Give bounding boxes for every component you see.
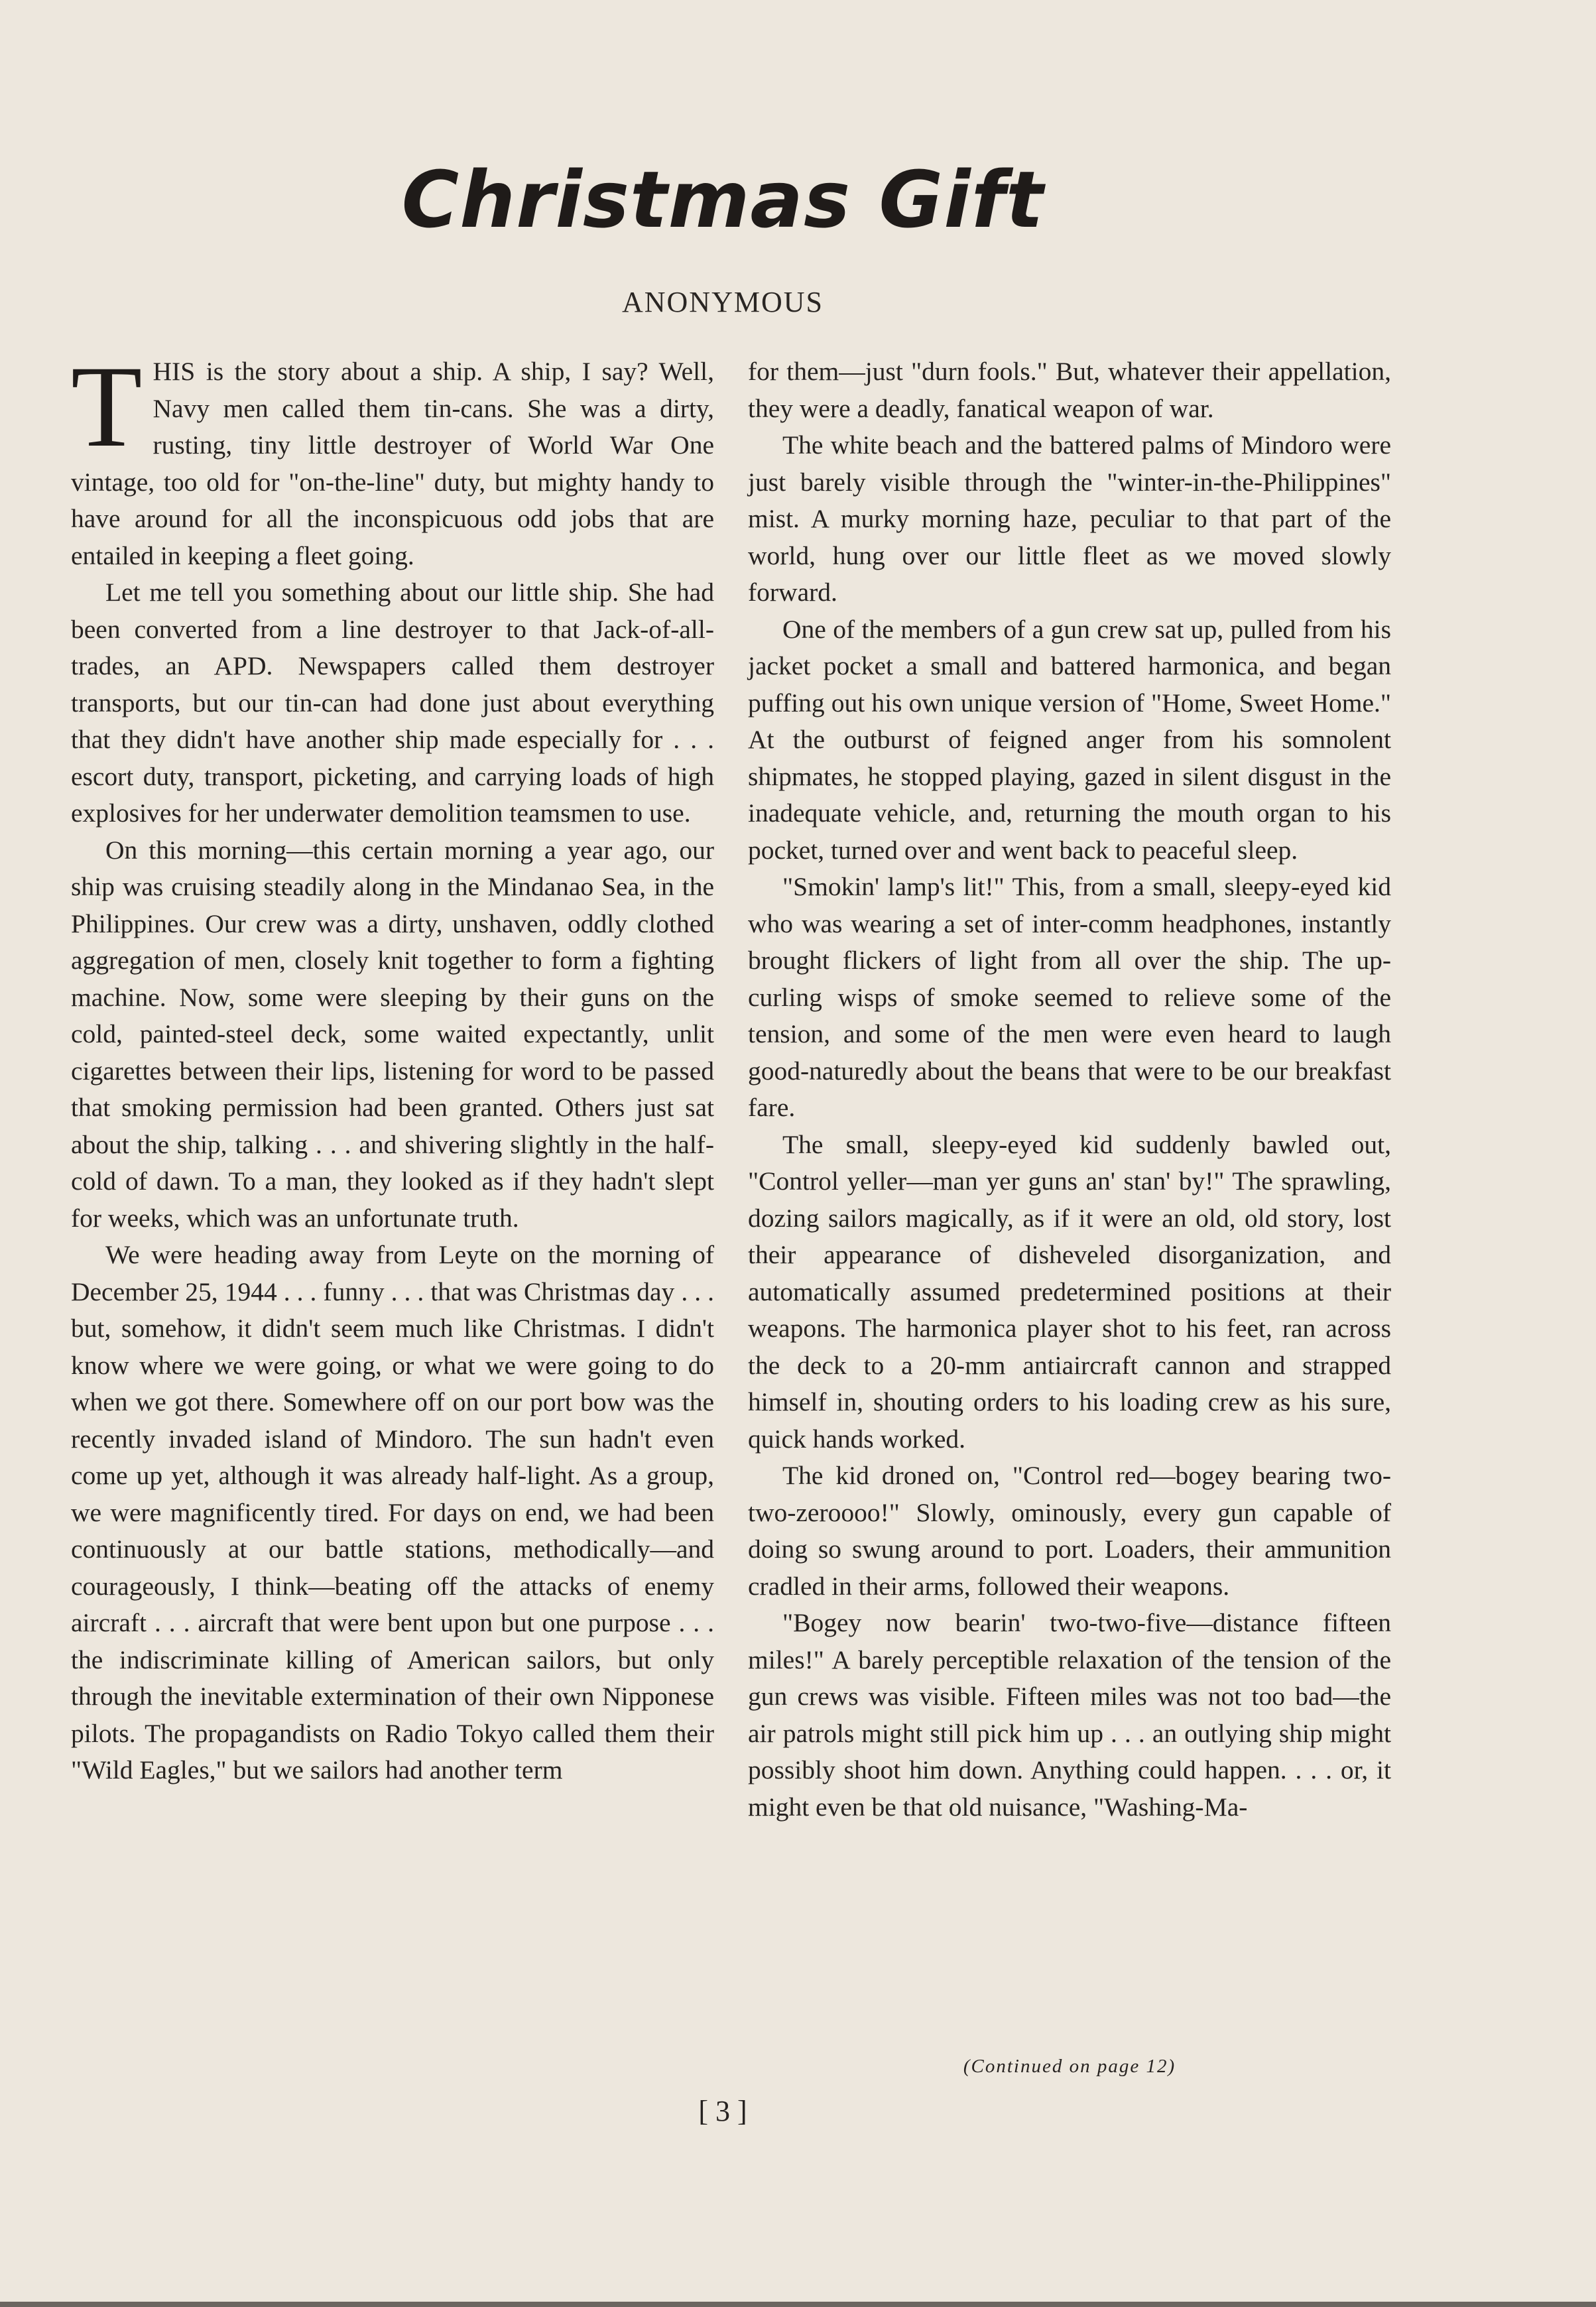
page-number: [ 3 ]: [698, 2095, 747, 2127]
page-edge-divider: [0, 2302, 1596, 2307]
paragraph: We were heading away from Leyte on the morning of December 25, 1944 . . . funny . . . that was Christmas day . . . but, somehow, it didn't seem much like Christmas. I didn't know where we were going, or what we were going to do when we got there. Somewhere off on our port bow was the recently invaded island of Mindoro. The sun hadn't even come up yet, although it was already half-light. As a group, we were magnificently tired. For days on end, we had been continuously at our battle stations, methodically—and courageously, I think—beating off the attacks of enemy aircraft . . . aircraft that were bent upon but one purpose . . . the indiscriminate killing of American sailors, but only through the inevitable extermination of their own Nipponese pilots. The propagandists on Radio Tokyo called them their "Wild Eagles," but we sailors had another term: [71, 1240, 714, 1784]
paragraph: On this morning—this certain morning a year ago, our ship was cruising steadily along in the Mindanao Sea, in the Philippines. Our crew was a dirty, unshaven, oddly clothed aggregation of men, closely knit together to form a fighting machine. Now, some were sleeping by their guns on the cold, painted-steel deck, some waited expectantly, unlit cigarettes between their lips, listening for word to be passed that smoking permission had been granted. Others just sat about the ship, talking . . . and shivering slightly in the half-cold of dawn. To a man, they looked as if they hadn't slept for weeks, which was an unfortunate truth.: [71, 835, 714, 1233]
continued-note: (Continued on page 12): [963, 2056, 1176, 2077]
paragraph-text: HIS is the story about a ship. A ship, I say? Well, Navy men called them tin-cans. She was a dirty, rusting, tiny little destroyer of World War One vintage, too old for "on-the-line" duty, but mighty handy to have around for all the inconspicuous odd jobs that are entailed in keeping a fleet going.: [71, 357, 714, 570]
article-byline: ANONYMOUS: [621, 286, 824, 318]
paragraph: The white beach and the battered palms of Mindoro were just barely visible through the "winter-in-the-Philippines" mist. A murky morning haze, peculiar to that part of the world, hung over our little fleet as we moved slowly forward.: [748, 430, 1391, 607]
paragraph: "Bogey now bearin' two-two-five—distance fifteen miles!" A barely perceptible relaxation of the tension of the gun crews was visible. Fifteen miles was not too bad—the air patrols might still pick him up . . . an outlying ship might possibly shoot him down. Anything could happen. . . . or, it might even be that old nuisance, "Washing-Ma-: [748, 1608, 1391, 1822]
paragraph: The small, sleepy-eyed kid suddenly bawled out, "Control yeller—man yer guns an' stan' by!" The sprawling, dozing sailors magically, as if it were an old, old story, lost their appearance of disheveled disorganization, and automatically assumed predetermined positions at their weapons. The harmonica player shot to his feet, ran across the deck to a 20-mm antiaircraft cannon and strapped himself in, shouting orders to his loading crew as his sure, quick hands worked.: [748, 1129, 1391, 1454]
paragraph: "Smokin' lamp's lit!" This, from a small, sleepy-eyed kid who was wearing a set of inter-comm headphones, instantly brought flickers of light from all over the ship. The up-curling wisps of smoke seemed to relieve some of the tension, and some of the men were even heard to laugh good-naturedly about the beans that were to be our breakfast fare.: [748, 872, 1391, 1122]
left-column: [71, 342, 714, 1789]
paragraph: Let me tell you something about our little ship. She had been converted from a line destroyer to that Jack-of-all-trades, an APD. Newspapers called them destroyer transports, but our tin-can had done just about everything that they didn't have another ship made especially for . . . escort duty, transport, picketing, and carrying loads of high explosives for her underwater demolition teamsmen to use.: [71, 578, 714, 828]
paragraph: for them—just "durn fools." But, whatever their appellation, they were a deadly, fanatical weapon of war.: [748, 357, 1391, 423]
article-title: Christmas Gift: [401, 154, 1044, 245]
paragraph: [71, 342, 714, 574]
paragraph: The kid droned on, "Control red—bogey bearing two-two-zeroooo!" Slowly, ominously, every gun capable of doing so swung around to port. Loaders, their ammunition cradled in their arms, followed their weapons.: [748, 1461, 1391, 1601]
right-column: [748, 353, 1391, 1826]
paragraph: One of the members of a gun crew sat up, pulled from his jacket pocket a small and battered harmonica, and began puffing out his own unique version of "Home, Sweet Home." At the outburst of feigned anger from his somnolent shipmates, he stopped playing, gazed in silent disgust in the inadequate vehicle, and, returning the mouth organ to his pocket, turned over and went back to peaceful sleep.: [748, 614, 1391, 865]
drop-cap: T: [71, 342, 143, 471]
